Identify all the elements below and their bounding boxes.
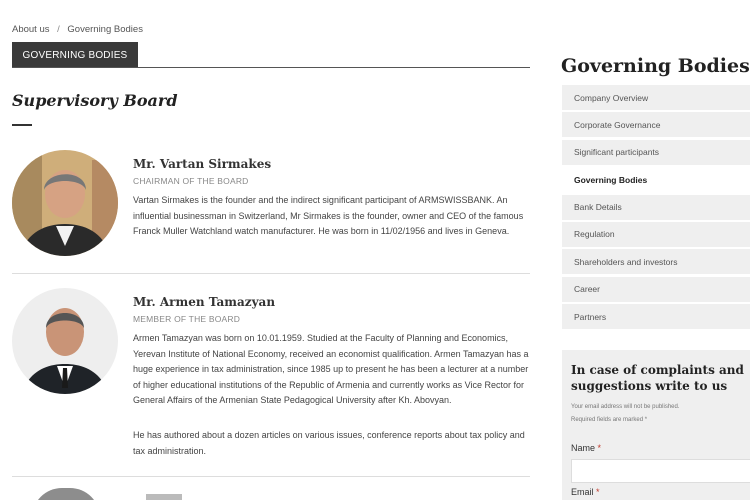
member-name-stub bbox=[146, 494, 182, 500]
member-bio: Vartan Sirmakes is the founder and the indirect significant participant of ARMSWISSBANK. An influential businessman in Switzerland, Mr Sirmakes is the founder, owner and CEO of the famous Franck Muller Watchland watch manufacturer. He was born in 11/02/1956 and lives in Geneva. bbox=[133, 195, 524, 236]
member-name: Mr. Armen Tamazyan bbox=[133, 295, 276, 309]
name-label-text: Name bbox=[571, 443, 596, 453]
member-divider bbox=[12, 273, 530, 274]
section-title: Supervisory Board bbox=[12, 91, 178, 110]
complaints-form bbox=[562, 350, 750, 500]
portrait-image bbox=[12, 150, 118, 256]
required-fields-note: Required fields are marked * bbox=[571, 417, 648, 423]
sidebar-item-bank-details[interactable]: Bank Details bbox=[562, 195, 750, 220]
sidebar-item-company-overview[interactable]: Company Overview bbox=[562, 85, 750, 110]
portrait-image bbox=[12, 288, 118, 394]
member-divider bbox=[12, 476, 530, 477]
avatar bbox=[12, 150, 118, 256]
section-title-underline bbox=[12, 124, 32, 126]
avatar bbox=[12, 288, 118, 394]
name-field[interactable] bbox=[571, 459, 750, 483]
email-field-label bbox=[571, 487, 600, 497]
breadcrumb-about-us[interactable]: About us bbox=[12, 24, 50, 35]
member-bio-extra: He has authored about a dozen articles on various issues, conference reports about tax policy and tax administration. bbox=[133, 430, 525, 456]
breadcrumb bbox=[12, 24, 143, 35]
sidebar-item-corporate-governance[interactable]: Corporate Governance bbox=[562, 112, 750, 137]
email-privacy-note: Your email address will not be published. bbox=[571, 404, 680, 410]
required-mark: * bbox=[597, 443, 602, 453]
tab-underline bbox=[12, 67, 530, 68]
sidebar-item-significant-participants[interactable]: Significant participants bbox=[562, 140, 750, 165]
sidebar-item-governing-bodies[interactable]: Governing Bodies bbox=[562, 167, 750, 192]
breadcrumb-separator: / bbox=[57, 24, 60, 35]
sidebar-item-regulation[interactable]: Regulation bbox=[562, 222, 750, 247]
sidebar-item-partners[interactable]: Partners bbox=[562, 304, 750, 329]
member-role: MEMBER OF THE BOARD bbox=[133, 314, 241, 324]
avatar bbox=[32, 488, 100, 500]
member-role: CHAIRMAN OF THE BOARD bbox=[133, 176, 249, 186]
email-label-text: Email bbox=[571, 487, 594, 497]
tab-governing-bodies[interactable]: GOVERNING BODIES bbox=[12, 42, 138, 68]
complaints-title: In case of complaints and suggestions write to us bbox=[571, 363, 744, 393]
sidebar-nav bbox=[562, 85, 750, 332]
sidebar-item-career[interactable]: Career bbox=[562, 277, 750, 302]
sidebar-title: Governing Bodies bbox=[561, 55, 750, 77]
breadcrumb-current: Governing Bodies bbox=[67, 24, 143, 35]
name-field-label bbox=[571, 443, 601, 453]
member-bio: Armen Tamazyan was born on 10.01.1959. Studied at the Faculty of Planning and Economics, Yerevan Institute of National Economy, received an economist qualification. Armen Tamazyan has a huge experience in tax administration, since 1985 up to present he has been a lecturer at a number of higher educational institutions of the Republic of Armenia and currently works as Vice Rector for General Affairs of the Armenian State Pedagogical University after Kh. Abovyan. bbox=[133, 333, 529, 405]
sidebar-item-shareholders[interactable]: Shareholders and investors bbox=[562, 249, 750, 274]
member-name: Mr. Vartan Sirmakes bbox=[133, 157, 272, 171]
required-mark: * bbox=[596, 487, 600, 497]
